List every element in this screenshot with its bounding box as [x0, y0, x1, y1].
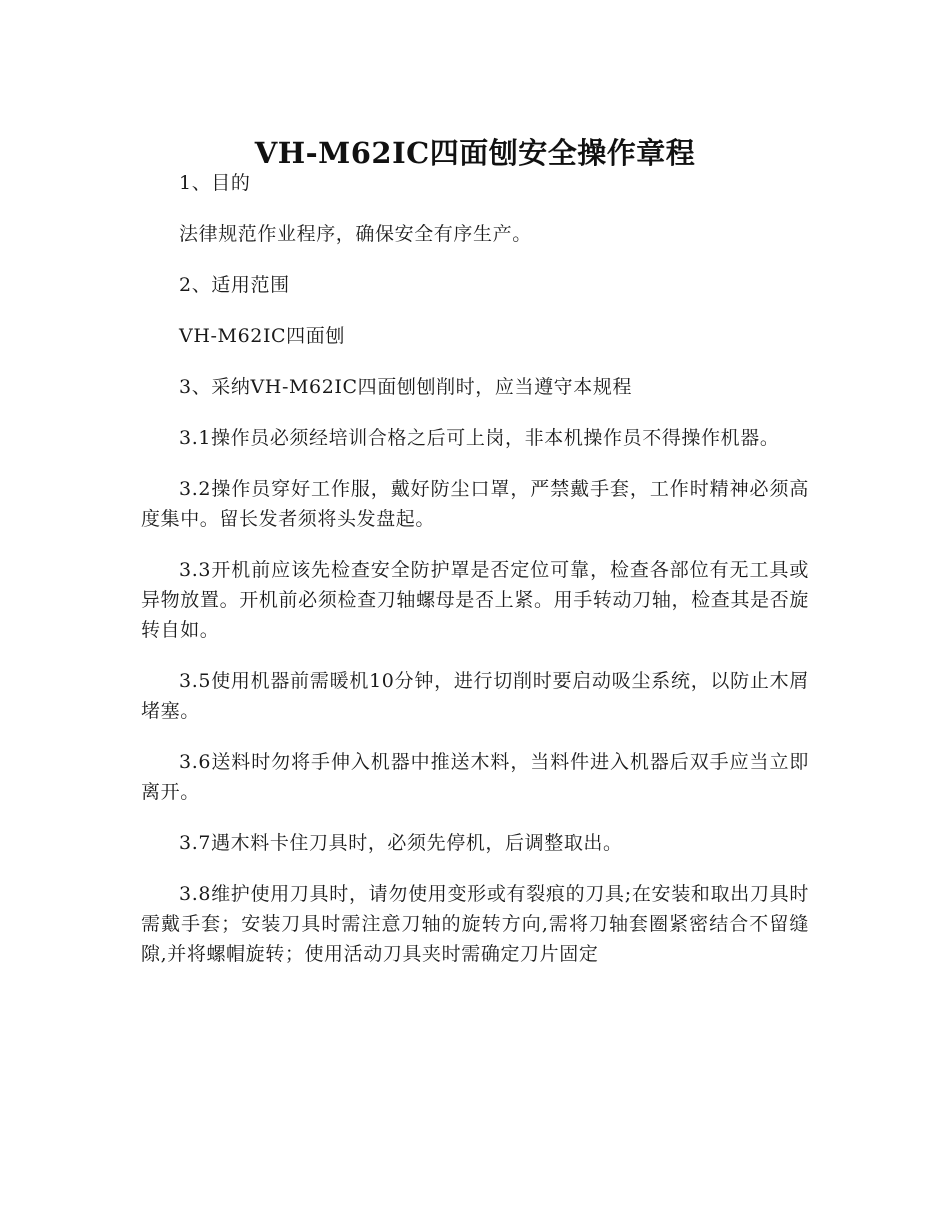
- section-heading-scope: 2、适用范围: [179, 274, 290, 296]
- rule-3-5: 3.5使用机器前需暖机10分钟，进行切削时要启动吸尘系统，以防止木屑堵塞。: [141, 670, 809, 722]
- paragraph-scope: VH-M62IC四面刨: [179, 325, 345, 347]
- paragraph-purpose: 法律规范作业程序，确保安全有序生产。: [179, 223, 532, 245]
- document-body: [141, 168, 809, 990]
- rule-3-1: 3.1操作员必须经培训合格之后可上岗，非本机操作员不得操作机器。: [179, 427, 780, 449]
- rule-3-3: 3.3开机前应该先检查安全防护罩是否定位可靠，检查各部位有无工具或异物放置。开机前必须检查刀轴螺母是否上紧。用手转动刀轴，检查其是否旋转自如。: [141, 559, 809, 641]
- rule-3-8: 3.8维护使用刀具时，请勿使用变形或有裂痕的刀具;在安装和取出刀具时需戴手套；安装刀具时需注意刀轴的旋转方向,需将刀轴套圈紧密结合不留缝隙,并将螺帽旋转；使用活动刀具夹时需确定刀片固定: [141, 883, 809, 965]
- rule-3-2: 3.2操作员穿好工作服，戴好防尘口罩，严禁戴手套，工作时精神必须高度集中。留长发者须将头发盘起。: [141, 478, 809, 530]
- rule-3-7: 3.7遇木料卡住刀具时，必须先停机，后调整取出。: [179, 832, 623, 854]
- document-title: VH-M62IC四面刨安全操作章程: [254, 136, 696, 171]
- section-heading-purpose: 1、目的: [179, 172, 251, 194]
- rule-3-6: 3.6送料时勿将手伸入机器中推送木料，当料件进入机器后双手应当立即离开。: [141, 751, 809, 803]
- section-heading-rules: 3、采纳VH-M62IC四面刨刨削时，应当遵守本规程: [179, 376, 633, 398]
